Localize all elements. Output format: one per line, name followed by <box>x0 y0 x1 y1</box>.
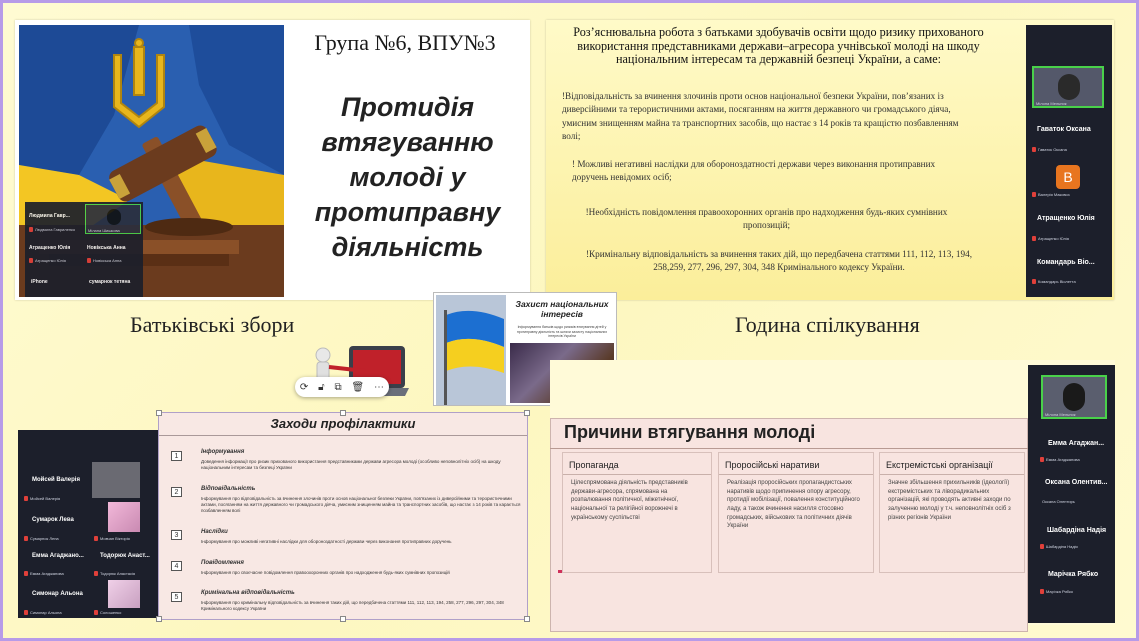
avatar <box>107 209 121 225</box>
participant-label: Мілана Шишкова <box>88 228 120 233</box>
participant-label: Атращенко Юлія <box>1038 236 1069 241</box>
section-text: Доведення інформації про ризик прихованого використання представниками держави агресора молоді (особливо неповнолітніх осіб) на шкоду національним інтересам та безпеці України <box>201 459 501 471</box>
mic-off-icon <box>24 496 28 501</box>
mic-off-icon <box>94 571 98 576</box>
section-number: 2 <box>171 487 182 497</box>
column-heading: Пропаганда <box>563 453 711 475</box>
caption-hodyna-spilkuvannia: Година спілкування <box>735 312 920 337</box>
title-line: втягуванню <box>321 127 494 158</box>
slide-title <box>290 90 525 265</box>
participant-label: Емма Агаджанова <box>1046 457 1080 462</box>
avatar <box>108 580 140 608</box>
mic-off-icon <box>29 227 33 232</box>
caption-batkivski-zbory: Батьківські збори <box>130 312 295 337</box>
column-text: Цілеспрямована діяльність представників держави-агресора, спрямована на розпалювання політичної, міжетнічної, національної та релігійної ворожнечі в українському суспільстві <box>571 480 688 521</box>
avatar <box>1063 383 1085 411</box>
column-text: Значне збільшення прихильників (ідеології) екстремістських та ліворадикальних організацій, які проводять активні заходи по залученню молоді у т.ч. неповнолітніх осіб з різних регіонів України <box>888 480 1011 521</box>
mic-off-icon <box>24 610 28 615</box>
flag-image <box>436 295 506 405</box>
image-toolbar <box>295 377 389 397</box>
participant-label: Оксана Олентирь <box>1042 499 1075 504</box>
slide-heading: Роз’яснювальна робота з батьками здобувачів освіти щодо ризику прихованого використання представниками держави–агресора учнівської молоді на шкоду національним інтересам та державній безпеці України, а саме: <box>573 25 984 67</box>
video-grid <box>25 202 143 297</box>
video-sidebar-left <box>18 430 160 618</box>
section-title: Кримінальна відповідальність <box>201 590 295 596</box>
participant-name: Симонар Альона <box>32 591 83 597</box>
participant-label: Людмила Гавриленко <box>35 227 76 232</box>
avatar: B <box>1056 165 1080 189</box>
lock-icon[interactable]: 🔓︎ <box>318 381 325 393</box>
slide-title: Причини втягування молоді <box>564 422 816 442</box>
section-title: Наслідки <box>201 529 228 535</box>
participant-label: Марічка Рябко <box>1046 589 1073 594</box>
column-card <box>562 452 712 573</box>
participant-name: Шабардіна Надія <box>1047 527 1107 534</box>
slide-title: Заходи профілактики <box>270 416 416 431</box>
participant-name: Людмила Гавр... <box>29 213 70 219</box>
section-title: Відповідальність <box>201 486 256 492</box>
section-number: 3 <box>171 530 182 540</box>
section-number: 5 <box>171 592 182 602</box>
section-number: 1 <box>171 451 182 461</box>
item-text: !Необхідність повідомлення правоохоронних органів про надходження будь-яких сумнівних пропозицій; <box>585 207 948 231</box>
video-sidebar-right <box>1028 365 1115 623</box>
section-text: Інформування про своєчасне повідомлення правоохоронних органів про надходження будь-яких сумнівних пропозицій <box>201 570 450 575</box>
section-text: Інформування про можливі негативні наслідки для обороноздатності держави через виконання протиправних доручень <box>201 539 452 544</box>
resize-handle[interactable] <box>524 410 530 416</box>
slide-protidiia <box>15 20 530 300</box>
participant-name: Командарь Віо... <box>1037 259 1095 266</box>
mic-off-icon <box>1040 457 1044 462</box>
participant-name: Гаваток Оксана <box>1037 126 1091 133</box>
resize-handle[interactable] <box>340 410 346 416</box>
participant-label: Гаваток Оксана <box>1038 147 1067 152</box>
more-icon[interactable]: ⋯ <box>374 381 385 393</box>
participant-label: Емма Агаджанова <box>30 571 64 576</box>
section-text: Інформування про відповідальність за вчинення злочинів проти основ національної безпеки України, пов'язаних із диверсійними та терористичними актами, посяганням на життя державного чи громадського діяча, умисним знищенням майна та транспортних засобів, що настає з 14 років та карається позбавленням волі <box>201 496 521 514</box>
participant-name: Атращенко Юлія <box>29 245 71 251</box>
slide-zakhody[interactable] <box>158 412 528 620</box>
participant-name: Емма Агаджано... <box>32 553 84 559</box>
thumb-title: Захист національних інтересів <box>515 299 609 319</box>
mic-off-icon <box>1032 147 1036 152</box>
participant-label: Мовчан Вікторія <box>100 536 130 541</box>
participant-label: Командарь Віолетта <box>1038 279 1076 284</box>
column-text: Реалізація проросійських пропагандистських наративів щодо припинення опору агресору, протидії мобілізації, повалення конституційного ладу, а також вчинення насилля стосовно громадських, військових та політичних діячів України <box>727 480 860 530</box>
group-label: Група №6, ВПУ№3 <box>314 30 496 55</box>
participant-name: Атращенко Юлія <box>1037 215 1095 222</box>
slide-rozyasniuvalna <box>546 20 1114 300</box>
column-heading: Проросійські наративи <box>719 453 873 475</box>
participant-name: Марічка Рябко <box>1048 571 1099 578</box>
mic-off-icon <box>29 258 33 263</box>
mic-off-icon <box>24 571 28 576</box>
avatar <box>1058 74 1080 100</box>
section-text: Інформування про кримінальну відповідальність за вчинення таких дій, що передбачена статтями 111, 112, 113, 194, 258, 277, 296, 297, 304, 348 Кримінального кодексу України <box>201 600 504 612</box>
title-line: молоді у <box>349 162 466 193</box>
participant-name: Емма Агаджан... <box>1048 440 1105 447</box>
mic-off-icon <box>94 536 98 541</box>
participant-label: Атращенко Юлія <box>35 258 66 263</box>
participant-label: Валерія Маковоз <box>1038 192 1070 197</box>
copy-icon[interactable]: ⧉ <box>334 381 342 393</box>
mic-off-icon <box>94 610 98 615</box>
section-title: Інформування <box>201 449 245 455</box>
rotate-icon[interactable]: ⟳ <box>299 381 309 393</box>
mic-off-icon <box>1040 589 1044 594</box>
participant-name: Новікська Анна <box>87 245 126 251</box>
thumb-text: Інформування батьків щодо ризиків втягування дітей у протиправну діяльність та шляхи захисту національних інтересів України <box>516 325 608 339</box>
resize-handle[interactable] <box>156 410 162 416</box>
column-card <box>879 452 1025 573</box>
title-line: діяльність <box>331 232 484 263</box>
item-text: ! Можливі негативні наслідки для обороноздатності держави через виконання протиправних доручень невідомих осіб; <box>572 159 936 183</box>
participant-name: Сумарок Лева <box>32 517 74 523</box>
participant-label: Тодорюк Анастасія <box>100 571 136 576</box>
participant-label: Шабардіна Надія <box>1046 544 1078 549</box>
mic-off-icon <box>87 258 91 263</box>
mic-off-icon <box>1032 192 1036 197</box>
participant-name: iPhone <box>31 279 48 285</box>
laptop-clipart[interactable] <box>299 341 409 413</box>
section-title: Повідомлення <box>201 560 244 566</box>
participant-label: Симонар Альона <box>30 610 62 615</box>
participant-label: Солошенко <box>100 610 122 615</box>
mic-off-icon <box>1040 544 1044 549</box>
title-line: Протидія <box>341 92 474 122</box>
participant-label: Новікська Анна <box>93 258 122 263</box>
resize-handle[interactable] <box>156 616 162 622</box>
avatar <box>108 502 140 532</box>
participant-name: Мойсей Валерія <box>32 477 80 483</box>
column-card <box>718 452 874 573</box>
section-number: 4 <box>171 561 182 571</box>
mic-off-icon <box>1032 236 1036 241</box>
column-heading: Екстремістські організації <box>880 453 1024 475</box>
participant-name: Тодорюк Анаст... <box>100 553 150 559</box>
participant-name: Оксана Олентив... <box>1045 479 1108 486</box>
participant-name: сумарнок тетяна <box>89 279 131 285</box>
participant-label: Мілона Мельник <box>1045 412 1076 417</box>
item-text: !Кримінальну відповідальність за вчинення таких дій, що передбачена статтями 111, 112, 113, 194, 258,259, 277, 296, 297, 304, 348 Кримінального кодексу України. <box>585 249 973 273</box>
title-line: протиправну <box>314 197 501 228</box>
participant-label: Мойсей Валерія <box>30 496 61 501</box>
delete-icon[interactable]: 🗑︎ <box>351 381 365 393</box>
item-text: !Відповідальність за вчинення злочинів проти основ національної безпеки України, пов’язаних із диверсійними та терористичними актами, посяганням на життя державного чи громадського діяча, умисним знищенням майна та транспортних засобів, що настає з 14 років та кращістю позбавленням волі; <box>562 91 959 142</box>
avatar <box>92 462 140 498</box>
participant-label: Мілона Мельник <box>1036 101 1067 106</box>
resize-handle[interactable] <box>524 616 530 622</box>
resize-handle[interactable] <box>340 616 346 622</box>
video-sidebar <box>1026 25 1112 297</box>
participant-label: Сумарнок Лена <box>30 536 59 541</box>
mic-off-icon <box>1032 279 1036 284</box>
mic-off-icon <box>24 536 28 541</box>
